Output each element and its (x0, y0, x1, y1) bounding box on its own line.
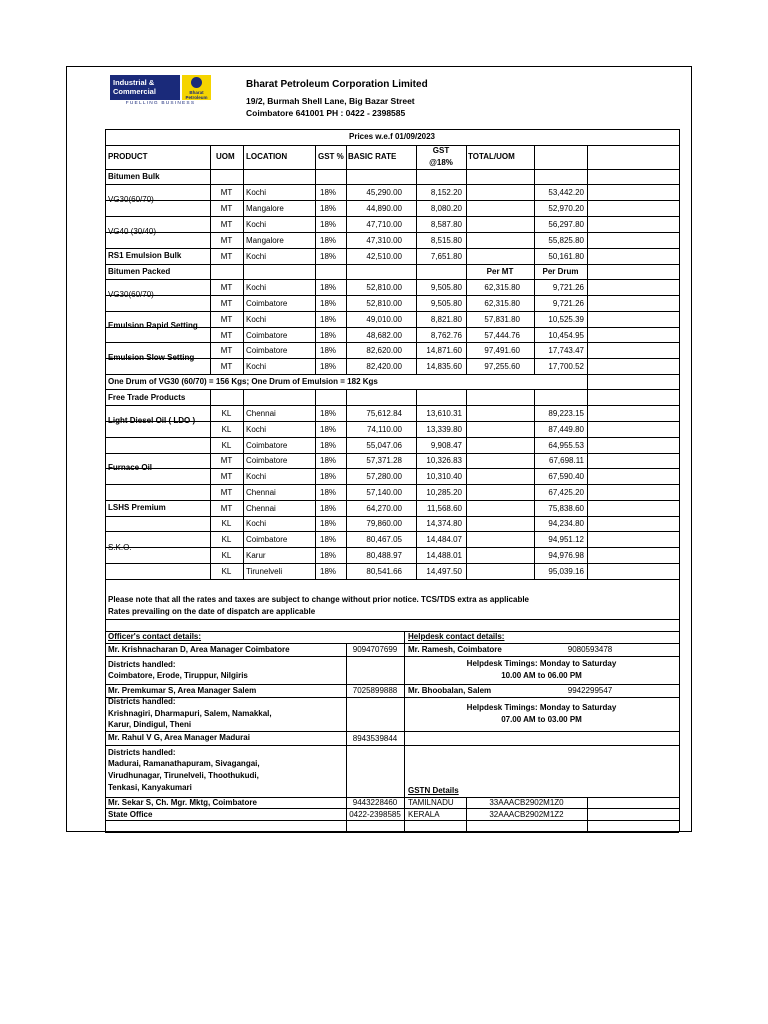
product-emulsion-slow: Emulsion Slow Setting (108, 353, 195, 362)
helpdesk-2-name: Mr. Bhoobalan, Salem (408, 686, 492, 695)
row-total: 55,825.80 (548, 236, 584, 245)
grid-line-horizontal (105, 563, 679, 564)
bp-logo (182, 75, 211, 100)
row-basic-rate: 42,510.00 (366, 252, 402, 261)
row-gst-amount: 8,080.20 (430, 204, 462, 213)
grid-line-vertical (315, 389, 316, 579)
row-gst-amount: 8,515.80 (430, 236, 462, 245)
row-location: Chennai (246, 504, 276, 513)
company-address-1: 19/2, Burmah Shell Lane, Big Bazar Street (246, 96, 415, 106)
officer-3-districts-label: Districts handled: (108, 748, 176, 757)
row-location: Karur (246, 551, 266, 560)
header-total: TOTAL/UOM (468, 152, 515, 161)
bp-logo-text: Bharat Petroleum (185, 90, 208, 100)
row-location: Coimbatore (246, 441, 288, 450)
row-gst-pct: 18% (320, 315, 337, 324)
product-vg40: VG40 (30/40) (108, 227, 157, 236)
row-gst-pct: 18% (320, 456, 337, 465)
row-location: Coimbatore (246, 346, 288, 355)
row-location: Tirunelveli (246, 567, 283, 576)
row-total: 67,425.20 (548, 488, 584, 497)
officer-1-districts-label: Districts handled: (108, 660, 176, 669)
row-gst-pct: 18% (320, 551, 337, 560)
officer-3-districts-1: Madurai, Ramanathapuram, Sivagangai, (108, 759, 260, 768)
row-basic-rate: 57,371.28 (366, 456, 402, 465)
row-location: Kochi (246, 283, 267, 292)
row-gst-pct: 18% (320, 346, 337, 355)
row-basic-rate: 80,467.05 (366, 535, 402, 544)
row-gst-amount: 14,488.01 (426, 551, 462, 560)
row-gst-pct: 18% (320, 409, 337, 418)
row-location: Coimbatore (246, 456, 288, 465)
row-basic-rate: 52,810.00 (366, 283, 402, 292)
grid-line-vertical (315, 145, 316, 374)
row-uom: MT (220, 331, 233, 340)
bp-emblem-icon (191, 77, 202, 88)
grid-line-horizontal (105, 579, 679, 580)
price-table (104, 128, 680, 832)
note-line-2: Rates prevailing on the date of dispatch are applicable (108, 607, 316, 616)
product-emulsion-rapid: Emulsion Rapid Setting (108, 321, 198, 330)
row-total: 67,590.40 (548, 472, 584, 481)
row-total: 17,743.47 (548, 346, 584, 355)
row-basic-rate: 80,488.97 (366, 551, 402, 560)
row-gst-pct: 18% (320, 535, 337, 544)
row-basic-rate: 47,310.00 (366, 236, 402, 245)
row-gst-pct: 18% (320, 204, 337, 213)
row-gst-pct: 18% (320, 488, 337, 497)
row-location: Kochi (246, 315, 267, 324)
row-per-mt: 57,831.80 (484, 315, 520, 324)
row-location: Kochi (246, 252, 267, 261)
row-uom: MT (220, 315, 233, 324)
row-gst-amount: 14,497.50 (426, 567, 462, 576)
gstn-number-2: 32AAACB2902M1Z2 (489, 810, 564, 819)
grid-line-horizontal (105, 184, 679, 185)
grid-line-horizontal (105, 145, 679, 146)
header-gst-rate: @18% (429, 158, 453, 167)
row-uom: KL (221, 441, 232, 450)
gstn-state-1: TAMILNADU (408, 798, 454, 807)
officer-3-districts-2: Virudhunagar, Tirunelveli, Thoothukudi, (108, 771, 259, 780)
row-total: 75,838.60 (548, 504, 584, 513)
row-gst-amount: 14,374.80 (426, 519, 462, 528)
row-location: Kochi (246, 220, 267, 229)
row-gst-amount: 9,505.80 (430, 283, 462, 292)
row-location: Chennai (246, 409, 276, 418)
grid-line-horizontal (105, 389, 679, 390)
grid-line-vertical (243, 145, 244, 374)
helpdesk-1-timing-2: 10.00 AM to 06.00 PM (501, 671, 582, 680)
row-basic-rate: 48,682.00 (366, 331, 402, 340)
grid-line-horizontal (105, 342, 679, 343)
row-total: 10,454.95 (548, 331, 584, 340)
row-location: Mangalore (246, 236, 284, 245)
grid-line-vertical (587, 145, 588, 579)
grid-line-horizontal (105, 516, 679, 517)
row-uom: MT (220, 472, 233, 481)
row-total: 52,970.20 (548, 204, 584, 213)
row-uom: MT (220, 283, 233, 292)
row-total: 9,721.26 (552, 299, 584, 308)
row-basic-rate: 55,047.06 (366, 441, 402, 450)
row-gst-pct: 18% (320, 188, 337, 197)
grid-line-horizontal (105, 684, 679, 685)
product-sko: S.K.O. (108, 543, 132, 552)
row-uom: MT (220, 188, 233, 197)
helpdesk-2-phone: 9942299547 (567, 686, 613, 695)
row-location: Chennai (246, 488, 276, 497)
row-gst-amount: 14,484.07 (426, 535, 462, 544)
gstn-number-1: 33AAACB2902M1Z0 (489, 798, 564, 807)
row-uom: KL (221, 551, 232, 560)
company-logo (110, 75, 211, 105)
grid-line-horizontal (105, 656, 679, 657)
row-basic-rate: 52,810.00 (366, 299, 402, 308)
header-location: LOCATION (246, 152, 288, 161)
header-product: PRODUCT (108, 152, 148, 161)
product-furnace-oil: Furnace Oil (108, 463, 153, 472)
price-title: Prices w.e.f 01/09/2023 (349, 132, 435, 141)
grid-line-horizontal (105, 216, 679, 217)
header-gst-pct: GST % (318, 152, 344, 161)
officer-2-phone: 7025899888 (352, 686, 398, 695)
officer-4-name: Mr. Sekar S, Ch. Mgr. Mktg, Coimbatore (108, 798, 257, 807)
row-gst-pct: 18% (320, 504, 337, 513)
row-gst-amount: 13,610.31 (426, 409, 462, 418)
note-line-1: Please note that all the rates and taxes are subject to change without prior notice. TCS/TDS extra as applicable (108, 595, 530, 604)
grid-line-horizontal (105, 643, 679, 644)
row-total: 17,700.52 (548, 362, 584, 371)
row-basic-rate: 49,010.00 (366, 315, 402, 324)
product-ldo: Light Diesel Oil ( LDO ) (108, 416, 196, 425)
row-basic-rate: 45,290.00 (366, 188, 402, 197)
row-gst-pct: 18% (320, 362, 337, 371)
product-vg30: VG30(60/70) (108, 195, 154, 204)
state-office-phone: 0422-2398585 (349, 810, 401, 819)
grid-line-vertical (105, 579, 106, 832)
row-per-mt: 62,315.80 (484, 299, 520, 308)
officer-2-name: Mr. Premkumar S, Area Manager Salem (108, 686, 257, 695)
per-drum-label: Per Drum (542, 267, 579, 276)
row-gst-pct: 18% (320, 283, 337, 292)
grid-line-horizontal (105, 248, 679, 249)
row-gst-amount: 14,871.60 (426, 346, 462, 355)
row-total: 94,951.12 (548, 535, 584, 544)
grid-line-horizontal (105, 619, 679, 620)
grid-line-vertical (105, 129, 106, 579)
product-lshs: LSHS Premium (108, 503, 166, 512)
state-office-label: State Office (108, 810, 153, 819)
grid-line-horizontal (105, 374, 679, 375)
grid-line-horizontal (105, 500, 679, 501)
row-total: 53,442.20 (548, 188, 584, 197)
section-bitumen-bulk: Bitumen Bulk (108, 172, 160, 181)
logo-text-1: Industrial & (113, 78, 155, 87)
company-name: Bharat Petroleum Corporation Limited (246, 79, 428, 90)
grid-line-horizontal (105, 279, 679, 280)
grid-line-horizontal (105, 832, 679, 833)
row-uom: MT (220, 346, 233, 355)
row-location: Kochi (246, 425, 267, 434)
grid-line-vertical (587, 797, 588, 832)
row-gst-amount: 13,339.80 (426, 425, 462, 434)
row-per-mt: 97,491.60 (484, 346, 520, 355)
row-basic-rate: 80,541.66 (366, 567, 402, 576)
row-gst-amount: 8,587.80 (430, 220, 462, 229)
grid-line-horizontal (105, 820, 679, 821)
row-total: 94,234.80 (548, 519, 584, 528)
row-basic-rate: 74,110.00 (367, 425, 402, 434)
grid-line-vertical (679, 129, 680, 832)
grid-line-horizontal (105, 264, 679, 265)
officer-4-phone: 9443228460 (352, 798, 398, 807)
row-uom: KL (221, 409, 232, 418)
row-gst-amount: 10,285.20 (426, 488, 462, 497)
row-total: 67,698.11 (549, 456, 584, 465)
grid-line-vertical (243, 389, 244, 579)
row-uom: MT (220, 236, 233, 245)
row-total: 9,721.26 (552, 283, 584, 292)
section-free-trade: Free Trade Products (108, 393, 186, 402)
officer-3-phone: 8943539844 (352, 734, 398, 743)
row-location: Kochi (246, 188, 267, 197)
row-per-mt: 97,255.60 (484, 362, 520, 371)
officer-2-districts-label: Districts handled: (108, 697, 176, 706)
row-gst-pct: 18% (320, 441, 337, 450)
row-uom: MT (220, 204, 233, 213)
per-mt-label: Per MT (486, 267, 514, 276)
row-location: Kochi (246, 519, 267, 528)
helpdesk-1-name: Mr. Ramesh, Coimbatore (408, 645, 502, 654)
row-basic-rate: 64,270.00 (366, 504, 402, 513)
product-vg30-packed: VG30(60/70) (108, 290, 154, 299)
grid-line-horizontal (105, 745, 679, 746)
row-total: 50,161.80 (548, 252, 584, 261)
logo-box (110, 75, 180, 100)
row-gst-amount: 9,505.80 (430, 299, 462, 308)
grid-line-horizontal (105, 484, 679, 485)
row-gst-amount: 7,651.80 (430, 252, 462, 261)
row-uom: MT (220, 252, 233, 261)
row-gst-pct: 18% (320, 220, 337, 229)
row-per-mt: 57,444.76 (484, 331, 520, 340)
grid-line-horizontal (105, 437, 679, 438)
row-basic-rate: 82,420.00 (366, 362, 402, 371)
officers-title: Officer's contact details: (108, 632, 202, 641)
row-gst-pct: 18% (320, 252, 337, 261)
product-rs1-emulsion: RS1 Emulsion Bulk (108, 251, 182, 260)
row-location: Kochi (246, 362, 267, 371)
row-gst-pct: 18% (320, 299, 337, 308)
logo-tagline: FUELLING BUSINESS (125, 101, 196, 106)
row-uom: MT (220, 488, 233, 497)
row-gst-pct: 18% (320, 519, 337, 528)
company-address-2: Coimbatore 641001 PH : 0422 - 2398585 (246, 108, 406, 118)
row-gst-amount: 8,821.80 (430, 315, 462, 324)
row-basic-rate: 57,140.00 (366, 488, 402, 497)
row-uom: MT (220, 456, 233, 465)
row-uom: MT (220, 362, 233, 371)
officer-1-districts: Coimbatore, Erode, Tiruppur, Nilgiris (108, 671, 248, 680)
grid-line-horizontal (105, 531, 679, 532)
row-basic-rate: 75,612.84 (366, 409, 402, 418)
officer-3-districts-3: Tenkasi, Kanyakumari (108, 783, 192, 792)
grid-line-horizontal (105, 405, 679, 406)
row-gst-amount: 11,568.60 (427, 504, 462, 513)
section-bitumen-packed: Bitumen Packed (108, 267, 171, 276)
row-basic-rate: 57,280.00 (366, 472, 402, 481)
row-gst-pct: 18% (320, 472, 337, 481)
grid-line-horizontal (105, 169, 679, 170)
row-basic-rate: 82,620.00 (366, 346, 402, 355)
logo-text-2: Commercial (113, 87, 156, 96)
officer-2-districts-2: Karur, Dindigul, Theni (108, 720, 192, 729)
row-gst-amount: 10,310.40 (426, 472, 462, 481)
row-gst-amount: 8,152.20 (430, 188, 462, 197)
row-gst-amount: 14,835.60 (426, 362, 462, 371)
officer-2-districts-1: Krishnagiri, Dharmapuri, Salem, Namakkal, (108, 709, 272, 718)
row-uom: MT (220, 299, 233, 308)
gstn-state-2: KERALA (408, 810, 440, 819)
row-total: 89,223.15 (548, 409, 584, 418)
grid-line-vertical (466, 389, 467, 579)
row-gst-pct: 18% (320, 236, 337, 245)
row-uom: KL (221, 519, 232, 528)
row-gst-amount: 9,908.47 (430, 441, 462, 450)
row-basic-rate: 79,860.00 (366, 519, 402, 528)
grid-line-horizontal (105, 453, 679, 454)
row-uom: MT (220, 220, 233, 229)
row-total: 56,297.80 (548, 220, 584, 229)
row-total: 10,525.39 (548, 315, 584, 324)
helpdesk-1-timing-1: Helpdesk Timings: Monday to Saturday (466, 659, 617, 668)
row-location: Coimbatore (246, 299, 288, 308)
helpdesk-2-timing-2: 07.00 AM to 03.00 PM (501, 715, 582, 724)
grid-line-horizontal (105, 129, 679, 130)
row-basic-rate: 44,890.00 (366, 204, 402, 213)
row-gst-amount: 10,326.83 (426, 456, 462, 465)
row-gst-pct: 18% (320, 425, 337, 434)
helpdesk-title: Helpdesk contact details: (408, 632, 505, 641)
row-gst-pct: 18% (320, 331, 337, 340)
header-gst: GST (432, 146, 450, 155)
row-uom: KL (221, 567, 232, 576)
row-location: Coimbatore (246, 535, 288, 544)
row-total: 94,976.98 (548, 551, 584, 560)
row-basic-rate: 47,710.00 (366, 220, 402, 229)
grid-line-horizontal (105, 808, 679, 809)
row-total: 64,955.53 (548, 441, 584, 450)
helpdesk-2-timing-1: Helpdesk Timings: Monday to Saturday (466, 703, 617, 712)
row-total: 95,039.16 (548, 567, 584, 576)
drum-note: One Drum of VG30 (60/70) = 156 Kgs; One Drum of Emulsion = 182 Kgs (108, 377, 378, 386)
officer-3-name: Mr. Rahul V G, Area Manager Madurai (108, 733, 250, 742)
grid-line-horizontal (105, 311, 679, 312)
row-location: Coimbatore (246, 331, 288, 340)
row-per-mt: 62,315.80 (484, 283, 520, 292)
helpdesk-1-phone: 9080593478 (567, 645, 613, 654)
grid-line-horizontal (105, 731, 679, 732)
row-gst-pct: 18% (320, 567, 337, 576)
header-uom: UOM (216, 152, 235, 161)
officer-1-name: Mr. Krishnacharan D, Area Manager Coimbatore (108, 645, 290, 654)
row-location: Kochi (246, 472, 267, 481)
row-location: Mangalore (246, 204, 284, 213)
officer-1-phone: 9094707699 (352, 645, 398, 654)
row-gst-amount: 8,762.76 (430, 331, 462, 340)
row-uom: KL (221, 535, 232, 544)
row-total: 87,449.80 (548, 425, 584, 434)
gstn-title: GSTN Details (408, 786, 459, 795)
row-uom: MT (220, 504, 233, 513)
row-uom: KL (221, 425, 232, 434)
header-basic-rate: BASIC RATE (348, 152, 397, 161)
